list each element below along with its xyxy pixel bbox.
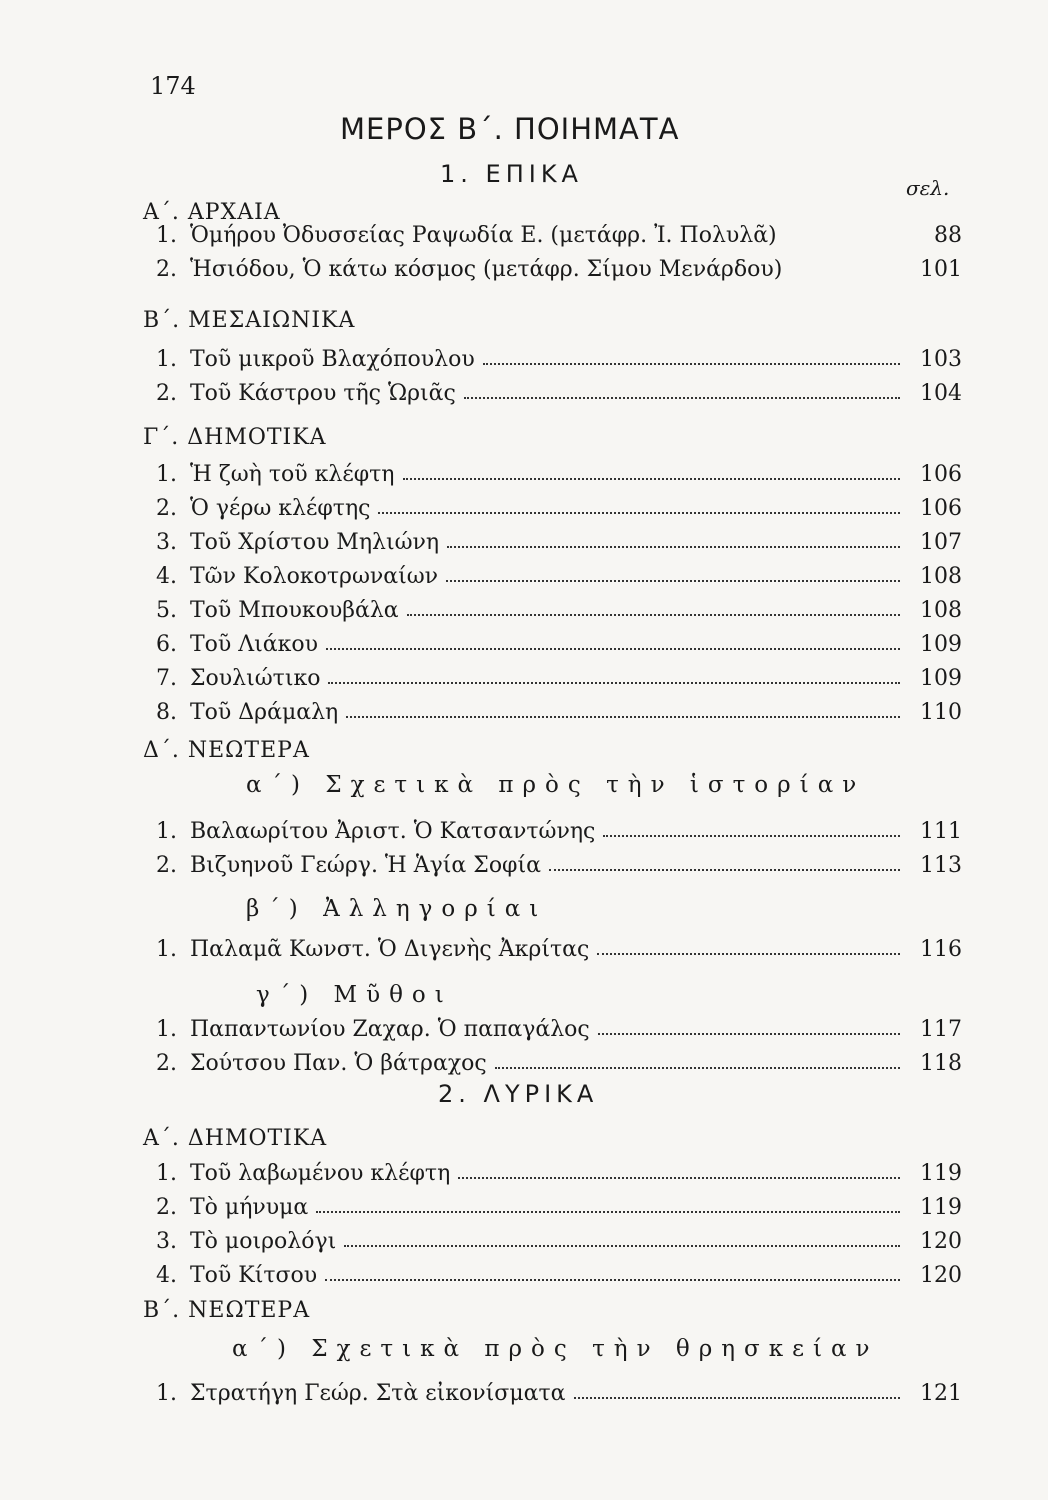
entry-number: 2. — [156, 496, 177, 521]
entry-title: Ἡ ζωὴ τοῦ κλέφτη — [190, 462, 395, 487]
toc-entry[interactable] — [156, 250, 962, 282]
entry-page: 104 — [920, 381, 962, 406]
toc-entry[interactable] — [156, 557, 962, 589]
subsection-heading: α΄) Σχετικὰ πρὸς τὴν θρησκείαν — [232, 1336, 879, 1362]
entry-number: 1. — [156, 819, 177, 844]
entry-page: 119 — [920, 1195, 962, 1220]
entry-page: 117 — [920, 1017, 962, 1042]
subsection-heading: γ΄) Μῦθοι — [256, 982, 453, 1008]
leader-dots — [328, 682, 900, 684]
entry-title: Τὸ μήνυμα — [190, 1195, 309, 1220]
entry-page: 109 — [920, 666, 962, 691]
entry-title: Τοῦ Κίτσου — [190, 1263, 318, 1288]
leader-dots — [574, 1397, 900, 1399]
entry-number: 1. — [156, 462, 177, 487]
toc-entry[interactable] — [156, 812, 962, 844]
toc-entry[interactable] — [156, 693, 962, 725]
entry-number: 4. — [156, 1263, 177, 1288]
entry-page: 106 — [920, 462, 962, 487]
leader-dots — [549, 869, 900, 871]
entry-title: Παλαμᾶ Κωνστ. Ὁ Διγενὴς Ἀκρίτας — [190, 937, 590, 962]
entry-number: 7. — [156, 666, 177, 691]
entry-title: Σουλιώτικο — [190, 666, 321, 691]
entry-number: 1. — [156, 347, 177, 372]
entry-number: 1. — [156, 937, 177, 962]
toc-entry[interactable] — [156, 523, 962, 555]
leader-dots — [346, 716, 900, 718]
entry-page: 106 — [920, 496, 962, 521]
entry-page: 103 — [920, 347, 962, 372]
entry-page: 116 — [920, 937, 962, 962]
entry-title: Τοῦ Δράμαλη — [190, 700, 339, 725]
leader-dots — [378, 512, 900, 514]
toc-entry[interactable] — [156, 1256, 962, 1288]
subsection-heading: β΄) Ἀλληγορίαι — [246, 896, 548, 922]
leader-dots — [325, 1279, 900, 1281]
entry-number: 2. — [156, 1195, 177, 1220]
toc-entry[interactable] — [156, 930, 962, 962]
leader-dots — [458, 1177, 900, 1179]
toc-entry[interactable] — [156, 591, 962, 623]
entry-number: 3. — [156, 530, 177, 555]
entry-title: Τοῦ Κάστρου τῆς Ὡριᾶς — [190, 381, 456, 406]
toc-entry[interactable] — [156, 846, 962, 878]
entry-number: 6. — [156, 632, 177, 657]
section-heading: Α΄. ΔΗΜΟΤΙΚΑ — [143, 1126, 328, 1151]
entry-title: Τοῦ Μπουκουβάλα — [190, 598, 399, 623]
leader-dots — [407, 614, 900, 616]
leader-dots — [326, 648, 900, 650]
toc-entry[interactable] — [156, 1010, 962, 1042]
toc-entry[interactable] — [156, 625, 962, 657]
entry-page: 108 — [920, 598, 962, 623]
toc-entry[interactable] — [156, 1188, 962, 1220]
entry-title: Ὁμήρου Ὀδυσσείας Ραψωδία Ε. (μετάφρ. Ἰ. Πολυλᾶ) — [190, 223, 777, 248]
entry-page: 108 — [920, 564, 962, 589]
entry-page: 121 — [920, 1381, 962, 1406]
section-heading: Γ΄. ΔΗΜΟΤΙΚΑ — [143, 425, 327, 450]
entry-number: 1. — [156, 1017, 177, 1042]
entry-number: 8. — [156, 700, 177, 725]
leader-dots — [597, 953, 900, 955]
part-heading-epika: 1. ΕΠΙΚΑ — [440, 160, 583, 188]
section-heading: Β΄. ΜΕΣΑΙΩΝΙΚΑ — [143, 308, 356, 333]
leader-dots — [495, 1067, 900, 1069]
entry-title: Βιζυηνοῦ Γεώργ. Ἡ Ἁγία Σοφία — [190, 853, 541, 878]
entry-page: 110 — [920, 700, 962, 725]
leader-dots — [447, 546, 900, 548]
entry-number: 1. — [156, 1381, 177, 1406]
toc-entry[interactable] — [156, 1222, 962, 1254]
leader-dots — [464, 397, 900, 399]
leader-dots — [344, 1245, 900, 1247]
toc-entry[interactable] — [156, 1044, 962, 1076]
leader-dots — [316, 1211, 900, 1213]
leader-dots — [403, 478, 901, 480]
entry-title: Τοῦ μικροῦ Βλαχόπουλου — [190, 347, 475, 372]
toc-entry[interactable] — [156, 1374, 962, 1406]
entry-page: 111 — [920, 819, 962, 844]
entry-number: 2. — [156, 853, 177, 878]
entry-number: 4. — [156, 564, 177, 589]
entry-number: 1. — [156, 1161, 177, 1186]
toc-entry[interactable] — [156, 340, 962, 372]
toc-entry[interactable] — [156, 659, 962, 691]
entry-number: 5. — [156, 598, 177, 623]
entry-page: 113 — [920, 853, 962, 878]
entry-title: Παπαντωνίου Ζαχαρ. Ὁ παπαγάλος — [190, 1017, 590, 1042]
entry-number: 2. — [156, 381, 177, 406]
section-heading: Δ΄. ΝΕΩΤΕΡΑ — [143, 738, 310, 763]
entry-number: 2. — [156, 1051, 177, 1076]
leader-dots — [446, 580, 900, 582]
entry-title: Ἡσιόδου, Ὁ κάτω κόσμος (μετάφρ. Σίμου Μενάρδου) — [190, 257, 783, 282]
entry-page: 118 — [920, 1051, 962, 1076]
entry-page: 88 — [934, 223, 962, 248]
entry-number: 3. — [156, 1229, 177, 1254]
page-column-label: σελ. — [906, 176, 950, 200]
subsection-heading: α΄) Σχετικὰ πρὸς τὴν ἱστορίαν — [246, 772, 866, 798]
entry-title: Τοῦ Χρίστου Μηλιώνη — [190, 530, 440, 555]
entry-title: Τοῦ λαβωμένου κλέφτη — [190, 1161, 451, 1186]
toc-entry[interactable] — [156, 1154, 962, 1186]
entry-title: Τὸ μοιρολόγι — [190, 1229, 337, 1254]
entry-page: 120 — [920, 1263, 962, 1288]
part-heading-lyrika: 2. ΛΥΡΙΚΑ — [438, 1080, 599, 1108]
entry-page: 109 — [920, 632, 962, 657]
entry-title: Βαλαωρίτου Ἀριστ. Ὁ Κατσαντώνης — [190, 819, 596, 844]
section-heading: Α΄. ΑΡΧΑΙΑ — [143, 200, 281, 225]
entry-number: 2. — [156, 257, 177, 282]
entry-title: Τῶν Κολοκοτρωναίων — [190, 564, 439, 589]
entry-page: 107 — [920, 530, 962, 555]
entry-title: Τοῦ Λιάκου — [190, 632, 319, 657]
entry-number: 1. — [156, 223, 177, 248]
leader-dots — [603, 835, 900, 837]
toc-entry[interactable] — [156, 455, 962, 487]
entry-page: 119 — [920, 1161, 962, 1186]
section-heading: Β΄. ΝΕΩΤΕΡΑ — [143, 1298, 311, 1323]
toc-entry[interactable] — [156, 489, 962, 521]
entry-title: Ὁ γέρω κλέφτης — [190, 496, 371, 521]
toc-entry[interactable] — [156, 374, 962, 406]
page-title: ΜΕΡΟΣ Β΄. ΠΟΙΗΜΑΤΑ — [340, 112, 680, 146]
entry-page: 101 — [920, 257, 962, 282]
entry-page: 120 — [920, 1229, 962, 1254]
entry-title: Στρατήγη Γεώρ. Στὰ εἰκονίσματα — [190, 1381, 566, 1406]
page-number: 174 — [150, 72, 196, 100]
entry-title: Σούτσου Παν. Ὁ βάτραχος — [190, 1051, 487, 1076]
leader-dots — [598, 1033, 900, 1035]
toc-entry[interactable] — [156, 216, 962, 248]
leader-dots — [483, 363, 900, 365]
